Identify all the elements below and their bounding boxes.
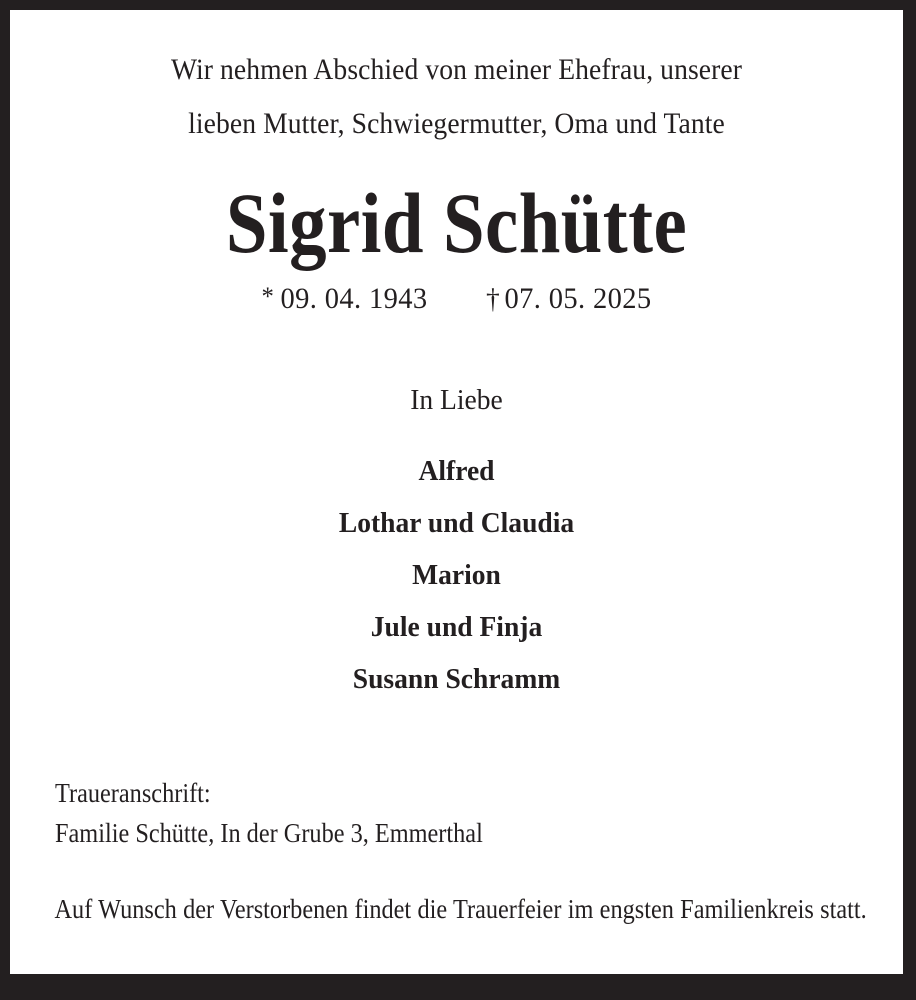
obituary-card (10, 10, 903, 974)
intro-line-2: lieben Mutter, Schwiegermutter, Oma und Tante (188, 107, 725, 140)
life-dates (70, 271, 842, 319)
death-date-value: 07. 05. 2025 (504, 282, 652, 315)
survivors-intro: In Liebe (410, 384, 503, 416)
intro-text (83, 10, 831, 151)
death-date-group (486, 279, 652, 319)
mourning-address-block (50, 705, 863, 853)
survivor-list (50, 417, 863, 705)
mourning-address-label: Traueranschrift: (55, 778, 211, 808)
list-item: Lothar und Claudia (338, 507, 575, 539)
list-item: Alfred (418, 455, 495, 487)
survivors-section (50, 319, 863, 705)
intro-line-1: Wir nehmen Abschied von meiner Ehefrau, unserer (170, 53, 743, 86)
birth-date-group (261, 277, 427, 319)
closing-note: Auf Wunsch der Verstorbenen findet die Trauerfeier im engsten Familienkreis statt. (54, 894, 867, 924)
list-item: Susann Schramm (352, 663, 561, 695)
cross-icon: † (485, 283, 500, 315)
birth-star-icon: * (261, 282, 274, 311)
birth-date-value: 09. 04. 1943 (280, 282, 428, 315)
deceased-name: Sigrid Schütte (225, 175, 688, 271)
list-item: Marion (412, 559, 501, 591)
list-item: Jule und Finja (370, 611, 543, 643)
mourning-address-value: Familie Schütte, In der Grube 3, Emmerthal (55, 818, 483, 848)
